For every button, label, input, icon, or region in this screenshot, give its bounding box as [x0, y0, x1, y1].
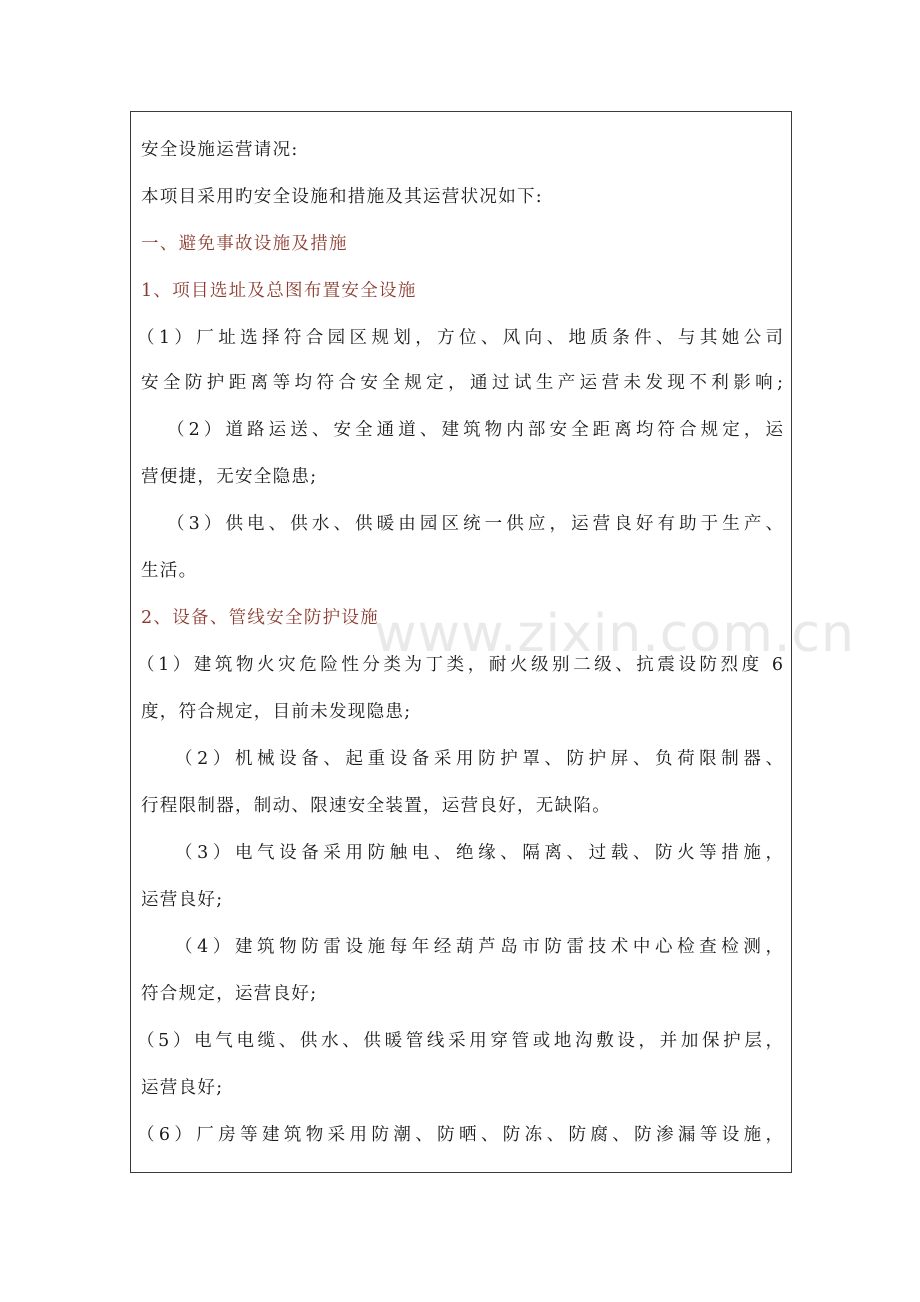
paragraph-2-5-line-b: 运营良好; — [141, 1078, 224, 1098]
paragraph-2-4-line-b: 符合规定，运营良好; — [141, 984, 318, 1004]
paragraph-1-1-line-b: 安全防护距离等均符合安全规定，通过试生产运营未发现不利影响; — [141, 373, 783, 393]
heading-site-selection: 1、项目选址及总图布置安全设施 — [141, 281, 417, 301]
site-watermark: www.zixin.com.cn — [374, 604, 855, 664]
heading-equipment-protection: 2、设备、管线安全防护设施 — [141, 608, 380, 628]
paragraph-2-1-line-b: 度，符合规定，目前未发现隐患; — [141, 702, 412, 722]
paragraph-1-3-line-b: 生活。 — [141, 561, 198, 581]
paragraph-2-3-line-b: 运营良好; — [141, 890, 224, 910]
paragraph-1-2-line-b: 营便捷，无安全隐患; — [141, 467, 318, 487]
document-table-cell — [130, 111, 792, 1173]
paragraph-1-1-line-a: （1）厂址选择符合园区规划，方位、风向、地质条件、与其她公司 — [137, 328, 783, 348]
paragraph-2-2-line-b: 行程限制器，制动、限速安全装置，运营良好，无缺陷。 — [141, 796, 611, 816]
paragraph-2-3-line-a: （3）电气设备采用防触电、绝缘、隔离、过载、防火等措施， — [175, 843, 783, 863]
paragraph-2-6-line-a: （6）厂房等建筑物采用防潮、防晒、防冻、防腐、防渗漏等设施， — [137, 1125, 783, 1145]
paragraph-2-2-line-a: （2）机械设备、起重设备采用防护罩、防护屏、负荷限制器、 — [175, 749, 783, 769]
heading-accident-prevention: 一、避免事故设施及措施 — [141, 234, 348, 254]
paragraph-2-5-line-a: （5）电气电缆、供水、供暖管线采用穿管或地沟敷设，并加保护层， — [137, 1031, 783, 1051]
paragraph-1-2-line-a: （2）道路运送、安全通道、建筑物内部安全距离均符合规定，运 — [167, 420, 783, 440]
section-title: 安全设施运营请况: — [141, 140, 299, 160]
paragraph-2-1-line-a: （1）建筑物火灾危险性分类为丁类，耐火级别二级、抗震设防烈度 6 — [137, 655, 783, 675]
intro-line: 本项目采用旳安全设施和措施及其运营状况如下: — [141, 187, 543, 207]
paragraph-2-4-line-a: （4）建筑物防雷设施每年经葫芦岛市防雷技术中心检查检测， — [175, 937, 783, 957]
paragraph-1-3-line-a: （3）供电、供水、供暖由园区统一供应，运营良好有助于生产、 — [167, 514, 783, 534]
